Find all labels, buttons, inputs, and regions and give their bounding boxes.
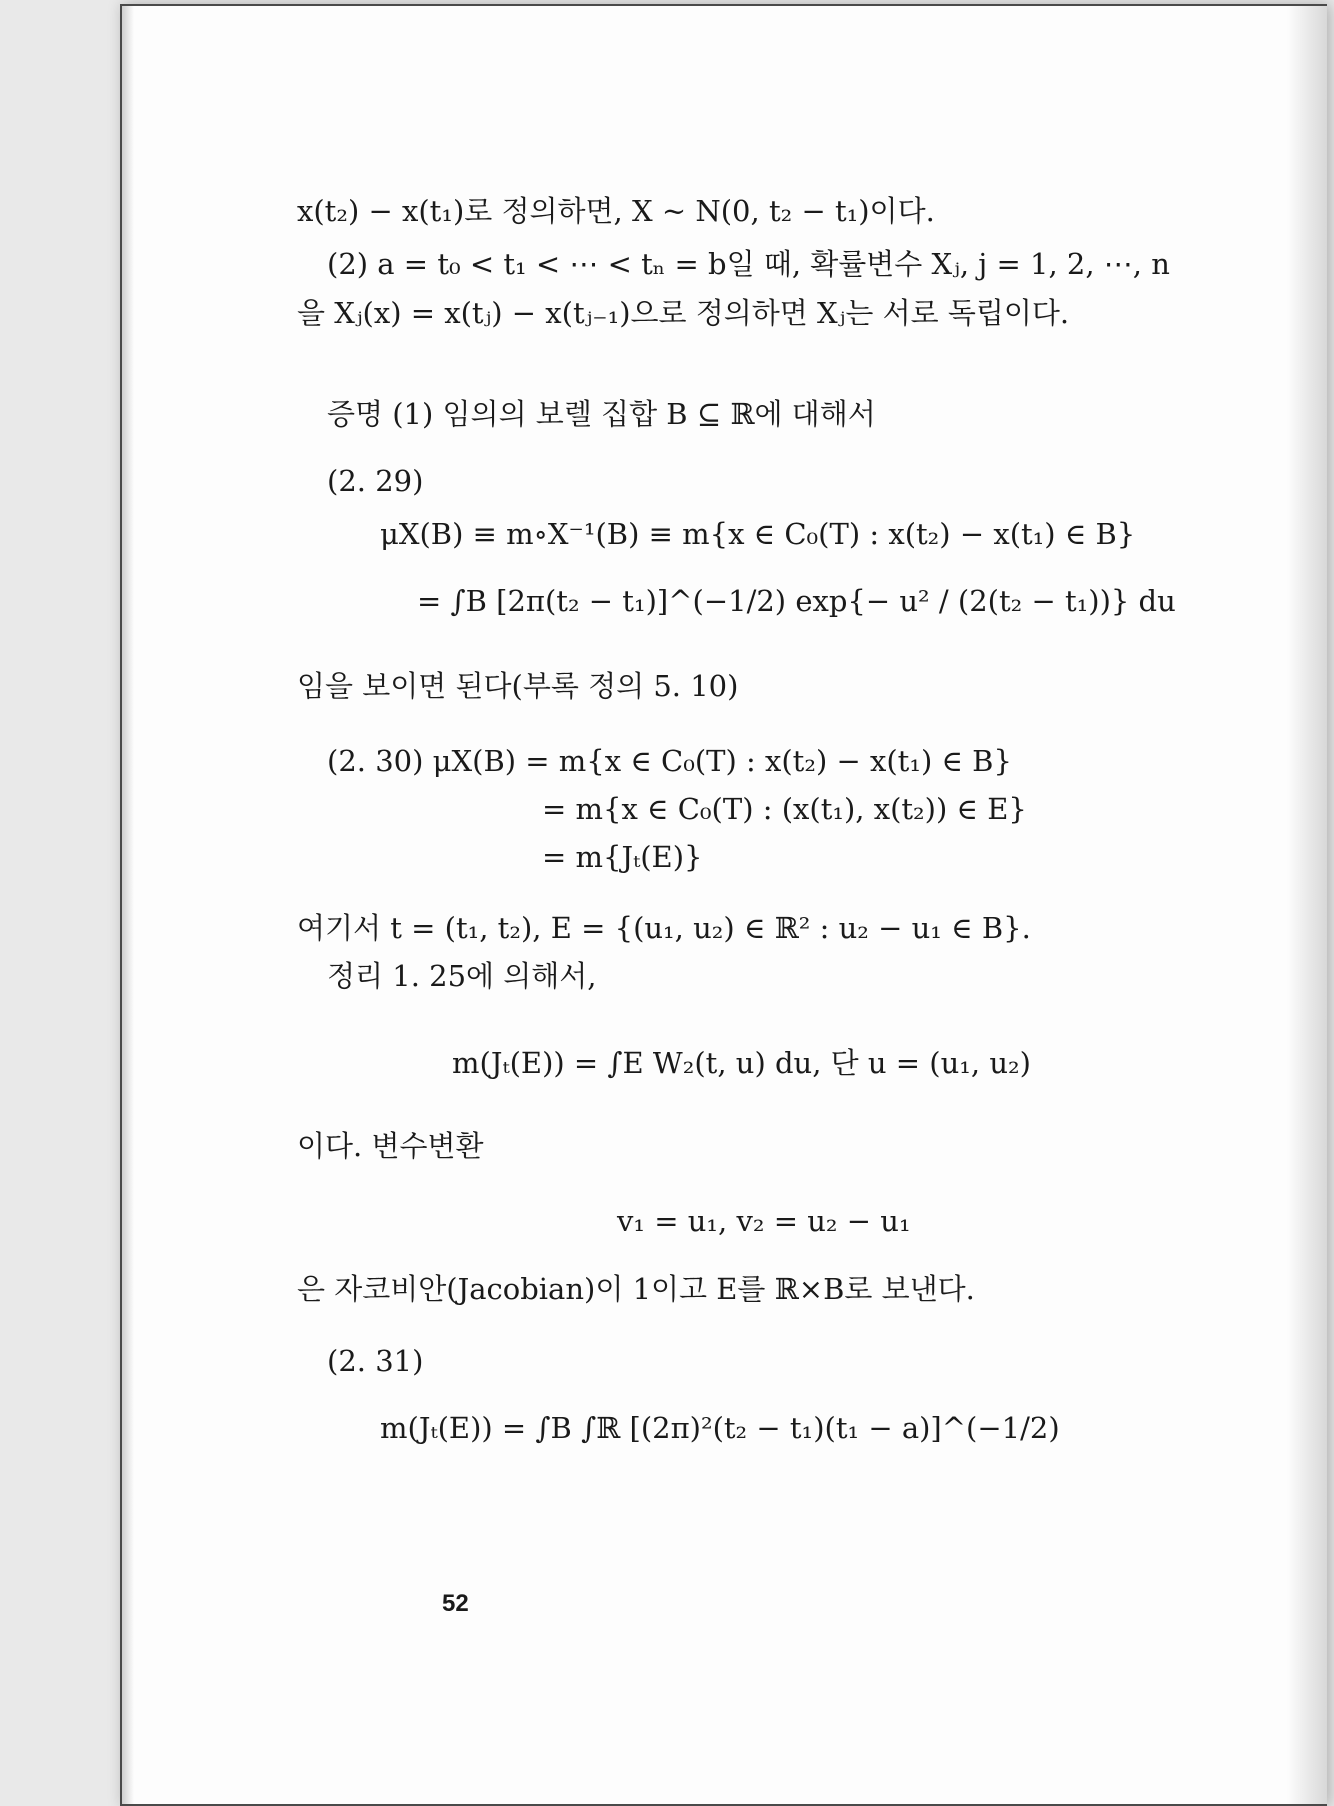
equation-2-31: m(Jₜ(E)) = ∫B ∫ℝ [(2π)²(t₂ − t₁)(t₁ − a)]^(−1/2)	[380, 1411, 1060, 1445]
text-line-8: 은 자코비안(Jacobian)이 1이고 E를 ℝ×B로 보낸다.	[297, 1272, 975, 1306]
text-line-6: 정리 1. 25에 의해서,	[327, 959, 597, 993]
equation-2-29-line-1: μX(B) ≡ m∘X⁻¹(B) ≡ m{x ∈ C₀(T) : x(t₂) − x(t₁) ∈ B}	[380, 517, 1136, 551]
book-page	[120, 4, 1327, 1806]
page-number: 52	[442, 1590, 469, 1617]
proof-heading: 증명 (1) 임의의 보렐 집합 B ⊆ ℝ에 대해서	[327, 397, 876, 431]
equation-label-2-29: (2. 29)	[327, 464, 424, 498]
equation-label-2-31: (2. 31)	[327, 1344, 424, 1378]
text-line-1: x(t₂) − x(t₁)로 정의하면, X ~ N(0, t₂ − t₁)이다.	[297, 194, 935, 228]
text-line-4: 임을 보이면 된다(부록 정의 5. 10)	[297, 669, 739, 703]
equation-change-of-variables: v₁ = u₁, v₂ = u₂ − u₁	[617, 1204, 911, 1238]
text-line-3: 을 Xⱼ(x) = x(tⱼ) − x(tⱼ₋₁)으로 정의하면 Xⱼ는 서로 독립이다.	[297, 296, 1070, 330]
text-line-7: 이다. 변수변환	[297, 1129, 484, 1163]
text-line-2: (2) a = t₀ < t₁ < ⋯ < tₙ = b일 때, 확률변수 Xⱼ, j = 1, 2, ⋯, n	[327, 247, 1170, 281]
equation-m-jt-e: m(Jₜ(E)) = ∫E W₂(t, u) du, 단 u = (u₁, u₂)	[452, 1046, 1031, 1080]
page-edge-shadow	[1287, 6, 1327, 1804]
equation-2-29-line-2: = ∫B [2π(t₂ − t₁)]^(−1/2) exp{− u² / (2(t₂ − t₁))} du	[417, 584, 1176, 618]
equation-2-30-line-1: (2. 30) μX(B) = m{x ∈ C₀(T) : x(t₂) − x(t₁) ∈ B}	[327, 744, 1012, 778]
equation-2-30-line-3: = m{Jₜ(E)}	[542, 840, 703, 874]
text-line-5: 여기서 t = (t₁, t₂), E = {(u₁, u₂) ∈ ℝ² : u₂ − u₁ ∈ B}.	[297, 911, 1031, 945]
equation-2-30-line-2: = m{x ∈ C₀(T) : (x(t₁), x(t₂)) ∈ E}	[542, 792, 1027, 826]
page-binding-shadow	[122, 6, 134, 1804]
